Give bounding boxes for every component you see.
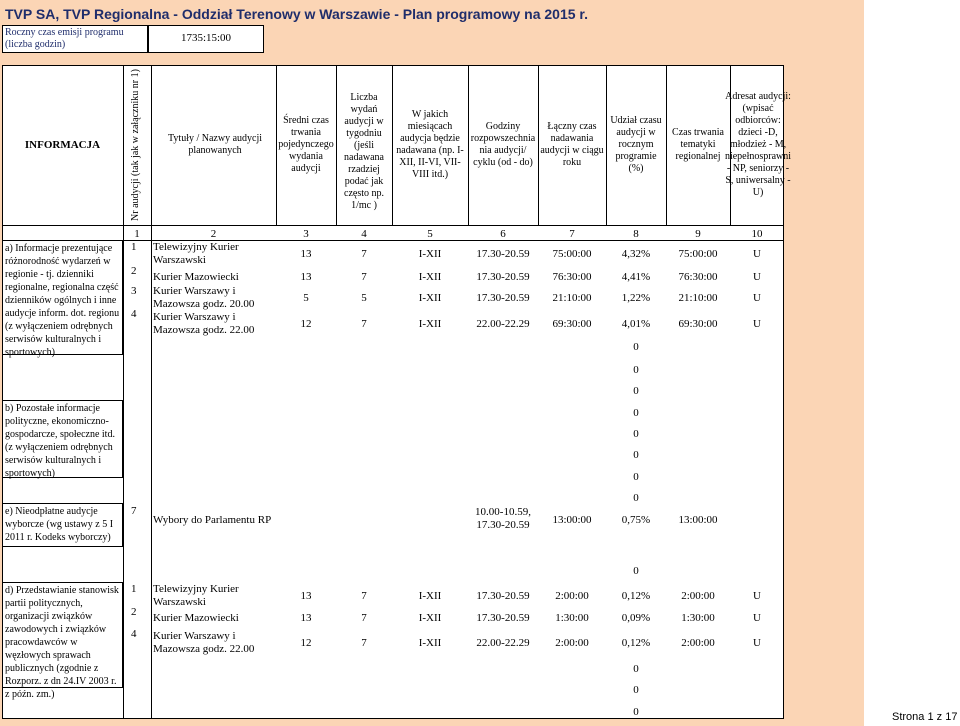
row-regional: 2:00:00 xyxy=(681,590,715,602)
header-avg: Średni czas trwania pojedynczego wydania audycji xyxy=(278,115,334,174)
header-hours: Godziny rozpowszechnia nia audycji/ cyklu (od - do) xyxy=(470,121,536,168)
row-share: 4,32% xyxy=(621,248,651,260)
row-hours: 22.00-22.29 xyxy=(476,318,530,330)
page-number: Strona 1 z 17 xyxy=(892,711,958,723)
col-number: 4 xyxy=(361,228,367,240)
row-count: 7 xyxy=(361,318,367,330)
row-total: 69:30:00 xyxy=(552,318,592,330)
row-hours: 22.00-22.29 xyxy=(476,637,530,649)
category-e: e) Nieodpłatne audycje wyborcze (wg ustawy z 5 I 2011 r. Kodeks wyborczy) xyxy=(2,503,123,547)
row-months: I-XII xyxy=(418,292,442,304)
zero-value: 0 xyxy=(633,663,639,675)
zero-value: 0 xyxy=(633,449,639,461)
row-months: I-XII xyxy=(418,318,442,330)
zero-value: 0 xyxy=(633,364,639,376)
row-title: Kurier Warszawy i Mazowsza godz. 22.00 xyxy=(153,630,255,655)
row-title: Telewizyjny Kurier Warszawski xyxy=(153,583,239,608)
col-number: 5 xyxy=(427,228,433,240)
row-addressee: U xyxy=(753,612,761,624)
row-hours: 17.30-20.59 xyxy=(476,292,530,304)
row-hours: 17.30-20.59 xyxy=(476,612,530,624)
row-nr: 2 xyxy=(131,265,137,277)
row-total: 75:00:00 xyxy=(552,248,592,260)
row-share: 0,09% xyxy=(621,612,651,624)
row-regional: 75:00:00 xyxy=(678,248,718,260)
row-share: 4,01% xyxy=(621,318,651,330)
row-nr: 7 xyxy=(131,505,137,517)
row-title: Kurier Mazowiecki xyxy=(153,271,239,283)
header-months: W jakich miesiącach audycja będzie nadawana (np. I-XII, II-VI, VII-VIII itd.) xyxy=(396,109,464,180)
zero-value: 0 xyxy=(633,684,639,696)
zero-value: 0 xyxy=(633,471,639,483)
zero-value: 0 xyxy=(633,385,639,397)
row-nr: 4 xyxy=(131,308,137,320)
row-addressee: U xyxy=(753,590,761,602)
row-regional: 2:00:00 xyxy=(681,637,715,649)
row-addressee: U xyxy=(753,318,761,330)
col-number: 1 xyxy=(134,228,140,240)
row-hours: 17.30-20.59 xyxy=(476,590,530,602)
row-regional: 76:30:00 xyxy=(678,271,718,283)
row-nr: 3 xyxy=(131,285,137,297)
row-avg: 12 xyxy=(300,318,312,330)
row-nr: 4 xyxy=(131,628,137,640)
row-count: 5 xyxy=(361,292,367,304)
row-hours: 17.30-20.59 xyxy=(476,271,530,283)
row-avg: 13 xyxy=(300,271,312,283)
zero-value: 0 xyxy=(633,492,639,504)
row-title: Kurier Warszawy i Mazowsza godz. 22.00 xyxy=(153,311,255,336)
row-share: 0,12% xyxy=(621,637,651,649)
row-count: 7 xyxy=(361,637,367,649)
row-months: I-XII xyxy=(418,637,442,649)
zero-value: 0 xyxy=(633,565,639,577)
row-avg: 13 xyxy=(300,590,312,602)
col-number: 9 xyxy=(695,228,701,240)
row-count: 7 xyxy=(361,248,367,260)
header-nr: Nr audycji (tak jak w załączniku nr 1) xyxy=(130,69,141,221)
col-number: 2 xyxy=(210,228,217,240)
row-regional: 1:30:00 xyxy=(681,612,715,624)
row-nr: 1 xyxy=(131,241,137,253)
row-title: Telewizyjny Kurier Warszawski xyxy=(153,241,239,266)
row-share: 0,75% xyxy=(621,514,651,526)
row-avg: 5 xyxy=(303,292,309,304)
row-title: Kurier Warszawy i Mazowsza godz. 20.00 xyxy=(153,285,255,310)
row-addressee: U xyxy=(753,271,761,283)
row-hours: 10.00-10.59, 17.30-20.59 xyxy=(475,506,531,531)
header-informacja: INFORMACJA xyxy=(24,139,101,151)
row-hours: 17.30-20.59 xyxy=(476,248,530,260)
category-d: d) Przedstawianie stanowisk partii politycznych, organizacji związków zawodowych i związków pracowdawców w węzłowych sprawach publicznych (zgodnie z Rozporz. z dn 24.IV 2003 r. z późn. zm.) xyxy=(2,582,123,688)
row-regional: 13:00:00 xyxy=(678,514,718,526)
row-regional: 21:10:00 xyxy=(678,292,718,304)
row-regional: 69:30:00 xyxy=(678,318,718,330)
row-count: 7 xyxy=(361,590,367,602)
row-addressee: U xyxy=(753,248,761,260)
annual-value: 1735:15:00 xyxy=(180,32,232,44)
row-avg: 12 xyxy=(300,637,312,649)
zero-value: 0 xyxy=(633,407,639,419)
col-number: 7 xyxy=(569,228,575,240)
header-share: Udział czasu audycji w rocznym programie (%) xyxy=(610,115,662,174)
row-months: I-XII xyxy=(418,612,442,624)
annual-label: Roczny czas emisji programu (liczba godzin) xyxy=(5,27,124,50)
row-share: 1,22% xyxy=(621,292,651,304)
row-months: I-XII xyxy=(418,590,442,602)
row-share: 4,41% xyxy=(621,271,651,283)
row-title: Kurier Mazowiecki xyxy=(153,612,239,624)
zero-value: 0 xyxy=(633,428,639,440)
row-nr: 2 xyxy=(131,606,137,618)
row-share: 0,12% xyxy=(621,590,651,602)
header-regional: Czas trwania tematyki regionalnej xyxy=(672,127,724,162)
row-avg: 13 xyxy=(300,612,312,624)
row-total: 21:10:00 xyxy=(552,292,592,304)
row-total: 1:30:00 xyxy=(555,612,589,624)
col-number: 8 xyxy=(633,228,639,240)
page-title: TVP SA, TVP Regionalna - Oddział Terenowy w Warszawie - Plan programowy na 2015 r. xyxy=(5,6,588,22)
header-titles: Tytuły / Nazwy audycji planowanych xyxy=(168,133,262,156)
row-months: I-XII xyxy=(418,248,442,260)
col-number: 10 xyxy=(751,228,763,240)
zero-value: 0 xyxy=(633,341,639,353)
row-count: 7 xyxy=(361,612,367,624)
row-months: I-XII xyxy=(418,271,442,283)
row-total: 2:00:00 xyxy=(555,637,589,649)
col-number: 3 xyxy=(303,228,309,240)
row-title: Wybory do Parlamentu RP xyxy=(153,514,272,526)
row-addressee: U xyxy=(753,637,761,649)
header-addressee: Adresat audycji: (wpisać odbiorców: dzieci -D, młodzież - M, niepełnosprawni - NP, seniorzy - S, uniwersalny - U) xyxy=(724,91,792,198)
row-total: 13:00:00 xyxy=(552,514,592,526)
row-total: 2:00:00 xyxy=(555,590,589,602)
category-b: b) Pozostałe informacje polityczne, ekonomiczno-gospodarcze, społeczne itd. (z wyłączeniem odrębnych serwisów kulturalnych i sportowych) xyxy=(2,400,123,478)
row-total: 76:30:00 xyxy=(552,271,592,283)
col-number: 6 xyxy=(500,228,506,240)
row-addressee: U xyxy=(753,292,761,304)
zero-value: 0 xyxy=(633,706,639,718)
header-total: Łączny czas nadawania audycji w ciągu roku xyxy=(540,121,604,168)
header-count: Liczba wydań audycji w tygodniu (jeśli nadawana rzadziej podać jak często np. 1/mc ) xyxy=(344,92,384,211)
row-count: 7 xyxy=(361,271,367,283)
row-nr: 1 xyxy=(131,583,137,595)
category-a: a) Informacje prezentujące różnorodność wydarzeń w regionie - tj. dzienniki regionalne, regionalna część dzienników ogólnych i inne audycje inform. dot. regionu (z wyłączeniem odrębnych serwisów kulturalnych i sportowych) xyxy=(2,240,123,355)
row-avg: 13 xyxy=(300,248,312,260)
